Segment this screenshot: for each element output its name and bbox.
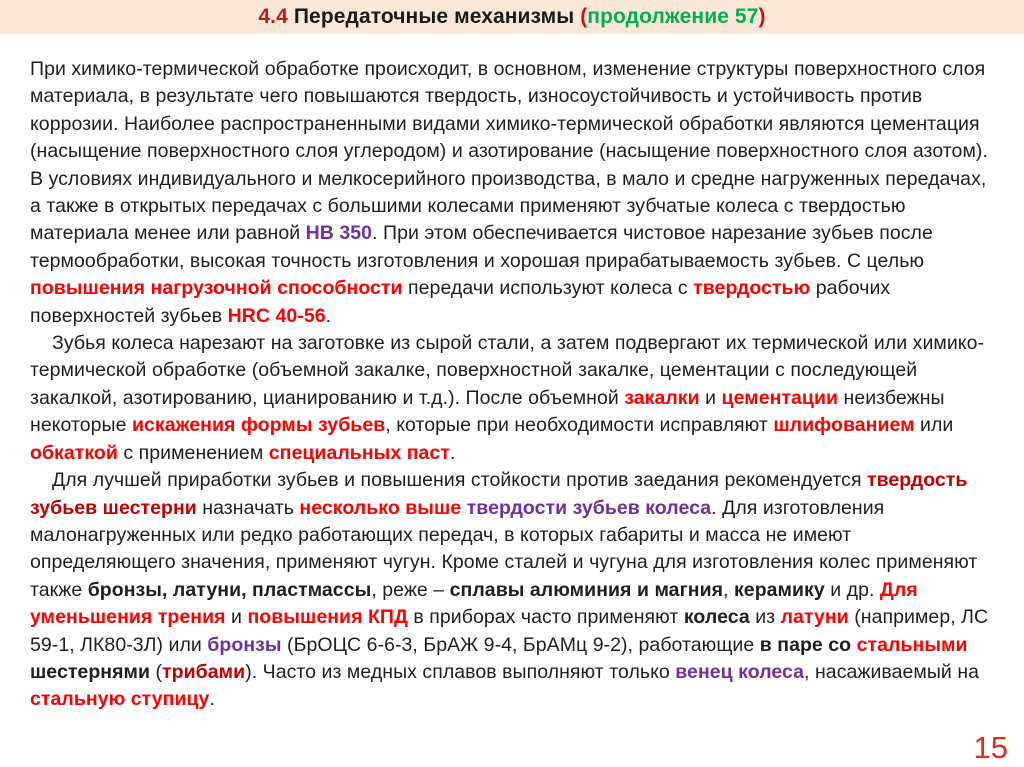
text-segment: шестернями: [30, 660, 151, 683]
text-segment: Для уменьшения трения: [30, 578, 918, 629]
text-segment: обкаткой: [30, 441, 118, 464]
text-segment: .: [325, 304, 332, 327]
body-text: [30, 56, 994, 714]
title-bar: [0, 0, 1024, 34]
text-segment: и др.: [824, 578, 880, 601]
text-segment: Зубья колеса нарезают на заготовке из сырой стали, а затем подвергают их термической или химико-термической обработке (объемной закалке, поверхностной закалке, цементации с последующей закалкой, азотированию, цианированию и т.д.). После объемной: [30, 332, 985, 409]
text-segment: При химико-термической обработке происходит, в основном, изменение структуры поверхностного слоя материала, в результате чего повышаются твердость, износоустойчивость и устойчивость против коррозии. Наиболее распространенными видами химико-термической обработки являются цементация (насыщение поверхностного слоя углеродом) и азотирование (насыщение поверхностного слоя азотом). В условиях индивидуального и мелкосерийного производства, в мало и средне нагруженных передачах, а также в открытых передачах с большими колесами применяют зубчатые колеса с твердостью материала менее или равной: [30, 58, 988, 245]
text-segment: несколько выше: [299, 496, 462, 519]
text-segment: ): [758, 5, 766, 28]
paragraph-gear-teeth-cutting: [30, 330, 994, 467]
text-segment: стальными: [856, 633, 968, 656]
text-segment: неизбежны некоторые: [30, 386, 945, 437]
text-segment: (: [580, 5, 588, 28]
text-segment: ). Часто из медных сплавов выполняют только: [245, 660, 676, 683]
text-segment: в приборах часто применяют: [407, 606, 684, 629]
text-segment: венец колеса: [675, 660, 805, 683]
text-segment: , реже –: [371, 578, 450, 601]
text-segment: . При этом обеспечивается чистовое нарезание зубьев после термообработки, высокая точность изготовления и хорошая прирабатываемость зубьев. С целью: [30, 222, 933, 272]
text-segment: трибами: [162, 660, 246, 683]
text-segment: специальных паст: [268, 441, 450, 464]
text-segment: твердостью: [693, 277, 811, 300]
text-segment: повышения КПД: [247, 606, 408, 629]
text-segment: и: [699, 386, 722, 409]
text-segment: Для лучшей приработки зубьев и повышения стойкости против заедания рекомендуется: [52, 469, 868, 492]
page-number: 15: [973, 730, 1008, 765]
text-segment: передачи используют колеса с: [402, 277, 694, 300]
text-segment: назначать: [196, 496, 300, 519]
text-segment: и: [225, 606, 248, 629]
text-segment: из: [749, 606, 781, 629]
text-segment: колеса: [683, 606, 750, 629]
text-segment: ,: [723, 578, 734, 601]
page-title: [258, 5, 765, 29]
text-segment: Передаточные механизмы: [293, 5, 581, 28]
paragraph-materials-and-hardness: [30, 467, 994, 714]
text-segment: латуни: [780, 606, 849, 629]
text-segment: твердости зубьев колеса: [466, 496, 712, 519]
text-segment: твердость зубьев шестерни: [30, 469, 968, 519]
text-segment: НВ 350: [305, 222, 373, 245]
paragraph-chemical-thermal-treatment: [30, 56, 994, 330]
text-segment: рабочих поверхностей зубьев: [30, 277, 891, 327]
text-segment: (БрОЦС 6-6-3, БрАЖ 9-4, БрАМц 9-2), работающие: [281, 633, 760, 656]
text-segment: (: [150, 660, 163, 683]
text-segment: искажения формы зубьев: [131, 414, 386, 437]
text-segment: бронзы: [207, 633, 282, 656]
text-segment: , которые при необходимости исправляют: [385, 414, 774, 437]
text-segment: HRC 40-56: [227, 304, 326, 327]
text-segment: закалки: [624, 386, 700, 409]
text-segment: . Для изготовления малонагруженных или редко работающих передач, в которых габариты и масса не имеют определяющего значения, применяют чугун. Кроме сталей и чугуна для изготовления колес применяют также: [30, 496, 978, 601]
text-segment: .: [209, 688, 215, 711]
text-segment: бронзы, латуни, пластмассы: [87, 578, 372, 601]
text-segment: .: [449, 441, 456, 464]
text-segment: шлифованием: [773, 414, 915, 437]
text-segment: повышения нагрузочной способности: [30, 277, 403, 300]
text-segment: 4.4: [258, 5, 294, 28]
text-segment: или: [914, 414, 954, 437]
text-segment: в паре со: [759, 633, 857, 656]
text-segment: (например, ЛС 59-1, ЛК80-3Л) или: [30, 606, 989, 656]
text-segment: стальную ступицу: [30, 688, 210, 711]
text-segment: , насаживаемый на: [804, 660, 980, 683]
text-segment: цементации: [721, 386, 839, 409]
text-segment: сплавы алюминия и магния: [449, 578, 724, 601]
text-segment: с применением: [117, 441, 269, 464]
text-segment: керамику: [733, 578, 825, 601]
text-segment: продолжение 57: [587, 5, 759, 28]
